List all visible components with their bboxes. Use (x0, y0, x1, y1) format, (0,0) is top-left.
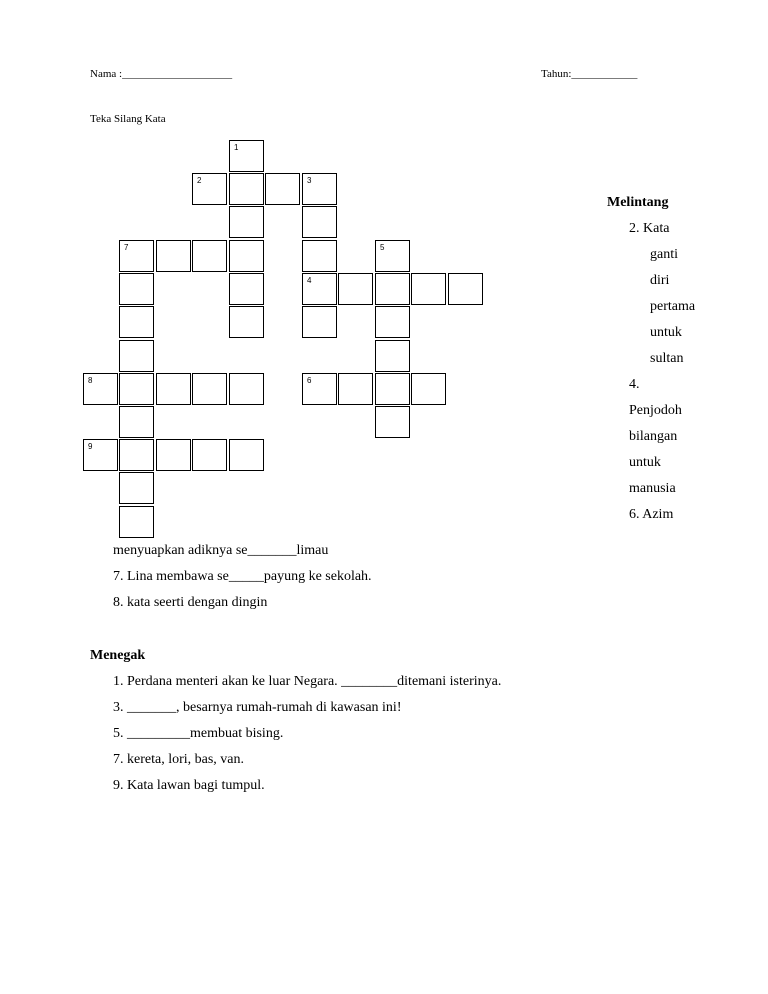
crossword-cell[interactable] (302, 206, 337, 238)
crossword-cell[interactable] (192, 373, 227, 405)
crossword-cell[interactable] (156, 240, 191, 272)
across-clue-8: 8. kata seerti dengan dingin (113, 595, 268, 610)
page-title: Teka Silang Kata (90, 113, 166, 125)
crossword-cell[interactable] (375, 273, 410, 305)
across-clue-line: 4. (629, 377, 640, 392)
crossword-cell[interactable] (83, 439, 118, 471)
down-clue-1: 1. Perdana menteri akan ke luar Negara. ________ditemani isterinya. (113, 674, 502, 689)
crossword-cell[interactable] (192, 439, 227, 471)
across-clue-line: Penjodoh (629, 403, 682, 418)
crossword-cell[interactable] (229, 306, 264, 338)
crossword-cell[interactable] (338, 373, 373, 405)
crossword-cell[interactable] (375, 340, 410, 372)
crossword-cell[interactable] (119, 406, 154, 438)
crossword-cell[interactable] (229, 240, 264, 272)
crossword-cell[interactable] (119, 439, 154, 471)
crossword-cell[interactable] (119, 373, 154, 405)
crossword-cell[interactable] (338, 273, 373, 305)
across-clue-line: sultan (650, 351, 684, 366)
across-clue-line: diri (650, 273, 670, 288)
across-clue-line: ganti (650, 247, 678, 262)
crossword-cell[interactable] (229, 373, 264, 405)
across-clue-line: bilangan (629, 429, 678, 444)
crossword-cell[interactable] (302, 240, 337, 272)
crossword-cell[interactable] (156, 373, 191, 405)
crossword-cell[interactable] (375, 406, 410, 438)
across-clue-line: manusia (629, 481, 676, 496)
down-clue-5: 5. _________membuat bising. (113, 726, 284, 741)
crossword-cell[interactable] (229, 439, 264, 471)
clue-number: 4 (307, 276, 312, 285)
clue-number: 5 (380, 243, 385, 252)
clue-number: 9 (88, 442, 93, 451)
down-clue-9: 9. Kata lawan bagi tumpul. (113, 778, 265, 793)
down-clue-7: 7. kereta, lori, bas, van. (113, 752, 245, 767)
down-clue-3: 3. _______, besarnya rumah-rumah di kawasan ini! (113, 700, 402, 715)
crossword-cell[interactable] (192, 240, 227, 272)
crossword-cell[interactable] (119, 506, 154, 538)
clue-number: 7 (124, 243, 129, 252)
crossword-cell[interactable] (119, 306, 154, 338)
across-clue-7: 7. Lina membawa se_____payung ke sekolah. (113, 569, 372, 584)
crossword-cell[interactable] (375, 240, 410, 272)
clue-number: 2 (197, 176, 202, 185)
clue-number: 8 (88, 376, 93, 385)
year-field-label: Tahun:____________ (541, 68, 638, 80)
across-clue-line: untuk (629, 455, 661, 470)
crossword-cell[interactable] (119, 340, 154, 372)
crossword-cell[interactable] (375, 306, 410, 338)
crossword-cell[interactable] (302, 306, 337, 338)
crossword-cell[interactable] (302, 173, 337, 205)
crossword-cell[interactable] (83, 373, 118, 405)
clue-number: 6 (307, 376, 312, 385)
across-clue-line: 6. Azim (629, 507, 674, 522)
crossword-cell[interactable] (265, 173, 300, 205)
crossword-cell[interactable] (229, 273, 264, 305)
crossword-cell[interactable] (156, 439, 191, 471)
crossword-cell[interactable] (229, 206, 264, 238)
crossword-cell[interactable] (411, 373, 446, 405)
across-clue-line: untuk (650, 325, 682, 340)
crossword-cell[interactable] (375, 373, 410, 405)
across-heading: Melintang (607, 195, 669, 210)
crossword-cell[interactable] (119, 240, 154, 272)
crossword-cell[interactable] (119, 273, 154, 305)
across-clue-line: 2. Kata (629, 221, 670, 236)
crossword-cell[interactable] (448, 273, 483, 305)
crossword-cell[interactable] (192, 173, 227, 205)
crossword-cell[interactable] (229, 173, 264, 205)
clue-number: 1 (234, 143, 239, 152)
clue-number: 3 (307, 176, 312, 185)
crossword-cell[interactable] (411, 273, 446, 305)
across-clue-line: pertama (650, 299, 696, 314)
crossword-cell[interactable] (229, 140, 264, 172)
down-heading: Menegak (90, 648, 146, 663)
across-clue-line: menyuapkan adiknya se_______limau (113, 543, 329, 558)
name-field-label: Nama :____________________ (90, 68, 233, 80)
crossword-cell[interactable] (302, 373, 337, 405)
crossword-cell[interactable] (119, 472, 154, 504)
crossword-cell[interactable] (302, 273, 337, 305)
